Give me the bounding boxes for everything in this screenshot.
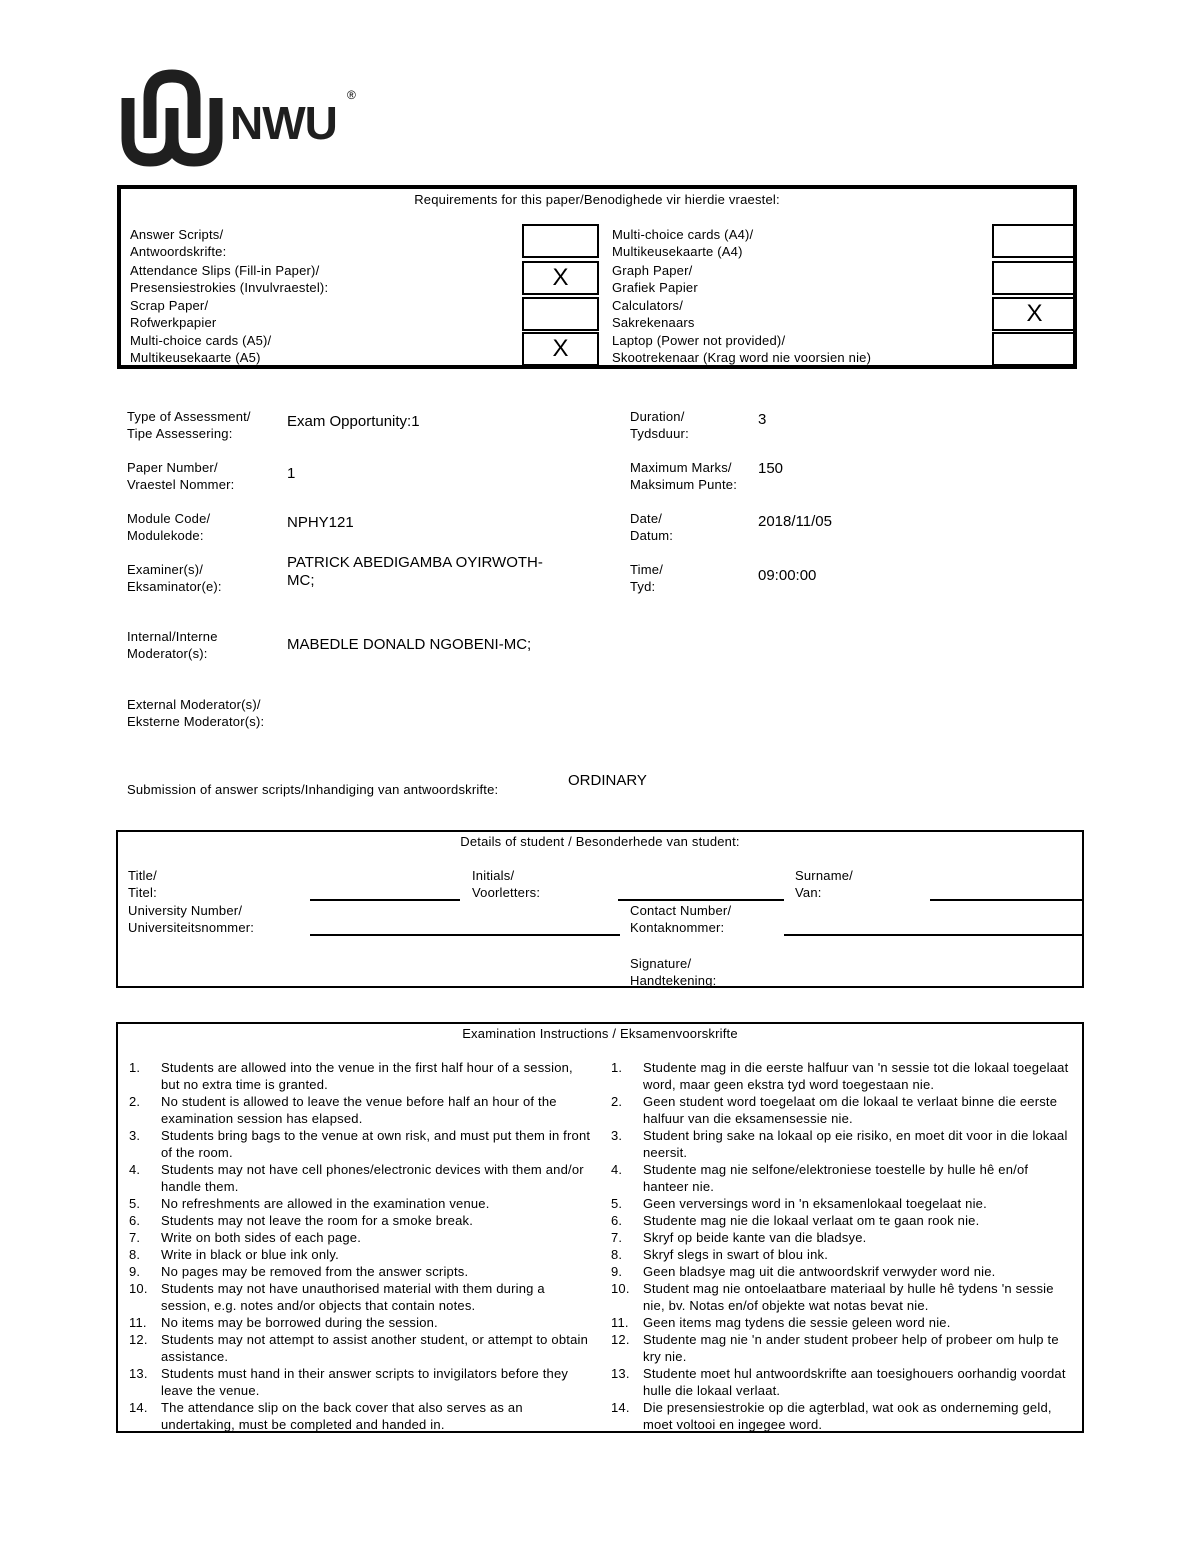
date-label: Date/ Datum: bbox=[630, 511, 674, 543]
instruction-en-item bbox=[129, 1127, 591, 1161]
req-calculators: Calculators/ Sakrekenaars bbox=[612, 298, 695, 330]
instruction-en-item bbox=[129, 1212, 591, 1229]
instruction-en-item-number: 5. bbox=[129, 1196, 141, 1211]
req-graph-paper-checkbox[interactable] bbox=[992, 261, 1077, 295]
examiners-label: Examiner(s)/ Eksaminator(e): bbox=[127, 562, 222, 594]
instruction-en-item bbox=[129, 1280, 591, 1314]
type-of-assessment-label: Type of Assessment/ Tipe Assessering: bbox=[127, 409, 251, 441]
instruction-af-item-number: 8. bbox=[611, 1247, 623, 1262]
instruction-en-item-number: 3. bbox=[129, 1128, 141, 1143]
instruction-af-item-text: Geen verversings word in 'n eksamenlokaal toegelaat nie. bbox=[643, 1196, 987, 1211]
instruction-en-item-number: 2. bbox=[129, 1094, 141, 1109]
student-surname-field[interactable] bbox=[930, 899, 1082, 901]
instruction-af-item bbox=[611, 1246, 1073, 1263]
instruction-af-item-number: 13. bbox=[611, 1366, 630, 1381]
instruction-af-item bbox=[611, 1331, 1073, 1365]
req-mc-a4-checkbox[interactable] bbox=[992, 224, 1077, 258]
instruction-af-item-number: 6. bbox=[611, 1213, 623, 1228]
instruction-af-item-number: 14. bbox=[611, 1400, 630, 1415]
instruction-af-item bbox=[611, 1059, 1073, 1093]
module-code-value: NPHY121 bbox=[287, 514, 354, 531]
instruction-en-item-number: 4. bbox=[129, 1162, 141, 1177]
req-graph-paper: Graph Paper/ Grafiek Papier bbox=[612, 263, 698, 295]
paper-number-value: 1 bbox=[287, 465, 296, 482]
instruction-en-item-text: No items may be borrowed during the session. bbox=[161, 1315, 438, 1330]
time-value: 09:00:00 bbox=[758, 567, 817, 584]
instruction-en-item-text: The attendance slip on the back cover that also serves as an undertaking, must be completed and handed in. bbox=[161, 1400, 523, 1432]
instruction-en-item-text: Write in black or blue ink only. bbox=[161, 1247, 339, 1262]
instruction-af-item bbox=[611, 1280, 1073, 1314]
instructions-afrikaans-list bbox=[611, 1059, 1073, 1433]
instruction-af-item bbox=[611, 1127, 1073, 1161]
req-answer-scripts: Answer Scripts/ Antwoordskrifte: bbox=[130, 227, 227, 259]
student-initials-label: Initials/ Voorletters: bbox=[472, 868, 541, 900]
instructions-title: Examination Instructions / Eksamenvoorskrifte bbox=[462, 1026, 738, 1041]
instruction-af-item-number: 11. bbox=[611, 1315, 629, 1330]
instruction-en-item-text: Students may not attempt to assist another student, or attempt to obtain assistance. bbox=[161, 1332, 589, 1364]
req-scrap-paper-checkbox[interactable] bbox=[522, 297, 599, 331]
instruction-af-item bbox=[611, 1365, 1073, 1399]
paper-number-label: Paper Number/ Vraestel Nommer: bbox=[127, 460, 235, 492]
instruction-en-item-text: Students bring bags to the venue at own risk, and must put them in front of the room. bbox=[161, 1128, 591, 1160]
student-details-box bbox=[116, 830, 1084, 988]
instruction-af-item bbox=[611, 1263, 1073, 1280]
instruction-en-item bbox=[129, 1059, 591, 1093]
duration-label: Duration/ Tydsduur: bbox=[630, 409, 689, 441]
instruction-en-item-number: 10. bbox=[129, 1281, 148, 1296]
internal-moderator-label: Internal/Interne Moderator(s): bbox=[127, 629, 218, 661]
req-mc-a5: Multi-choice cards (A5)/ Multikeusekaarte (A5) bbox=[130, 333, 272, 365]
instruction-af-item-text: Student bring sake na lokaal op eie risiko, en moet dit voor in die lokaal neersit. bbox=[643, 1128, 1068, 1160]
instruction-af-item bbox=[611, 1314, 1073, 1331]
contact-number-field[interactable] bbox=[784, 934, 1082, 936]
instruction-af-item bbox=[611, 1093, 1073, 1127]
instruction-af-item-text: Studente mag nie selfone/elektroniese toestelle by hulle hê en/of hanteer nie. bbox=[643, 1162, 1029, 1194]
instruction-af-item-number: 1. bbox=[611, 1060, 623, 1075]
instruction-en-item-text: Students may not have unauthorised material with them during a session, e.g. notes and/or objects that contain notes. bbox=[161, 1281, 545, 1313]
internal-moderator-value: MABEDLE DONALD NGOBENI-MC; bbox=[287, 636, 532, 653]
instruction-af-item-text: Studente mag in die eerste halfuur van 'n sessie tot die lokaal toegelaat word, maar geen ekstra tyd word toegestaan nie. bbox=[643, 1060, 1069, 1092]
instruction-en-item-number: 8. bbox=[129, 1247, 141, 1262]
instruction-af-item-text: Die presensiestrokie op die agterblad, wat ook as onderneming geld, moet voltooi en ingegee word. bbox=[643, 1400, 1052, 1432]
instruction-af-item-text: Geen student word toegelaat om die lokaal te verlaat binne die eerste halfuur van die eksamensessie nie. bbox=[643, 1094, 1058, 1126]
submission-label: Submission of answer scripts/Inhandiging van antwoordskrifte: bbox=[127, 782, 499, 797]
instruction-en-item bbox=[129, 1399, 591, 1433]
instruction-en-item bbox=[129, 1161, 591, 1195]
instruction-en-item-text: Students may not have cell phones/electronic devices with them and/or handle them. bbox=[161, 1162, 584, 1194]
instruction-af-item-number: 4. bbox=[611, 1162, 623, 1177]
university-number-label: University Number/ Universiteitsnommer: bbox=[128, 903, 255, 935]
instruction-en-item-number: 9. bbox=[129, 1264, 141, 1279]
instruction-af-item-text: Studente mag nie 'n ander student probeer help of probeer om hulp te kry nie. bbox=[643, 1332, 1059, 1364]
university-number-field[interactable] bbox=[310, 934, 620, 936]
req-mc-a4: Multi-choice cards (A4)/ Multikeusekaarte (A4) bbox=[612, 227, 754, 259]
req-calculators-checkbox[interactable]: X bbox=[992, 297, 1077, 331]
req-laptop-checkbox[interactable] bbox=[992, 332, 1077, 366]
instruction-af-item-number: 9. bbox=[611, 1264, 623, 1279]
signature-label: Signature/ Handtekening: bbox=[630, 956, 717, 988]
instruction-af-item bbox=[611, 1195, 1073, 1212]
instruction-en-item-text: No student is allowed to leave the venue before half an hour of the examination session has elapsed. bbox=[161, 1094, 557, 1126]
instruction-af-item-number: 10. bbox=[611, 1281, 630, 1296]
student-title-label: Title/ Titel: bbox=[128, 868, 157, 900]
requirements-title: Requirements for this paper/Benodighede vir hierdie vraestel: bbox=[414, 192, 780, 207]
instruction-en-item-number: 14. bbox=[129, 1400, 148, 1415]
instruction-en-item-number: 13. bbox=[129, 1366, 148, 1381]
instruction-en-item-number: 11. bbox=[129, 1315, 147, 1330]
time-label: Time/ Tyd: bbox=[630, 562, 664, 594]
instruction-af-item bbox=[611, 1229, 1073, 1246]
instruction-af-item-text: Geen bladsye mag uit die antwoordskrif verwyder word nie. bbox=[643, 1264, 996, 1279]
instruction-en-item bbox=[129, 1331, 591, 1365]
instruction-en-item-number: 6. bbox=[129, 1213, 141, 1228]
maximum-marks-label: Maximum Marks/ Maksimum Punte: bbox=[630, 460, 738, 492]
student-title-field[interactable] bbox=[310, 899, 460, 901]
instruction-en-item-text: Students are allowed into the venue in the first half hour of a session, but no extra time is granted. bbox=[161, 1060, 573, 1092]
instruction-af-item-number: 7. bbox=[611, 1230, 623, 1245]
examiners-value: PATRICK ABEDIGAMBA OYIRWOTH- MC; bbox=[287, 554, 543, 589]
instruction-af-item bbox=[611, 1212, 1073, 1229]
registered-mark: ® bbox=[347, 88, 356, 102]
instruction-en-item-number: 7. bbox=[129, 1230, 141, 1245]
instruction-af-item-text: Studente mag nie die lokaal verlaat om te gaan rook nie. bbox=[643, 1213, 980, 1228]
type-of-assessment-value: Exam Opportunity:1 bbox=[287, 413, 420, 430]
instruction-en-item bbox=[129, 1365, 591, 1399]
instruction-en-item-text: No pages may be removed from the answer scripts. bbox=[161, 1264, 469, 1279]
duration-value: 3 bbox=[758, 411, 767, 428]
req-answer-scripts-checkbox[interactable] bbox=[522, 224, 599, 258]
instruction-en-item bbox=[129, 1229, 591, 1246]
submission-value: ORDINARY bbox=[568, 772, 647, 789]
instruction-af-item-number: 12. bbox=[611, 1332, 630, 1347]
instruction-en-item-text: No refreshments are allowed in the examination venue. bbox=[161, 1196, 490, 1211]
instruction-en-item-number: 12. bbox=[129, 1332, 148, 1347]
contact-number-label: Contact Number/ Kontaknommer: bbox=[630, 903, 732, 935]
student-initials-field[interactable] bbox=[618, 899, 784, 901]
student-surname-label: Surname/ Van: bbox=[795, 868, 853, 900]
instruction-af-item bbox=[611, 1161, 1073, 1195]
instruction-en-item-number: 1. bbox=[129, 1060, 141, 1075]
req-laptop: Laptop (Power not provided)/ Skootrekenaar (Krag word nie voorsien nie) bbox=[612, 333, 872, 365]
instruction-af-item-number: 2. bbox=[611, 1094, 623, 1109]
instruction-en-item-text: Students must hand in their answer scripts to invigilators before they leave the venue. bbox=[161, 1366, 569, 1398]
req-attendance-slips-checkbox[interactable]: X bbox=[522, 261, 599, 295]
instruction-en-item bbox=[129, 1195, 591, 1212]
instruction-en-item bbox=[129, 1246, 591, 1263]
date-value: 2018/11/05 bbox=[758, 513, 832, 530]
instruction-af-item-text: Skryf slegs in swart of blou ink. bbox=[643, 1247, 829, 1262]
req-attendance-slips: Attendance Slips (Fill-in Paper)/ Presensiestrokies (Invulvraestel): bbox=[130, 263, 329, 295]
req-mc-a5-checkbox[interactable]: X bbox=[522, 332, 599, 366]
instruction-af-item-number: 5. bbox=[611, 1196, 623, 1211]
external-moderator-label: External Moderator(s)/ Eksterne Moderator(s): bbox=[127, 697, 265, 729]
instruction-en-item bbox=[129, 1314, 591, 1331]
instruction-af-item-text: Studente moet hul antwoordskrifte aan toesighouers oorhandig voordat hulle die lokaal verlaat. bbox=[643, 1366, 1066, 1398]
instruction-af-item bbox=[611, 1399, 1073, 1433]
module-code-label: Module Code/ Modulekode: bbox=[127, 511, 211, 543]
student-details-title: Details of student / Besonderhede van student: bbox=[460, 834, 740, 849]
instructions-english-list bbox=[129, 1059, 591, 1433]
instruction-en-item bbox=[129, 1093, 591, 1127]
instruction-af-item-number: 3. bbox=[611, 1128, 623, 1143]
instruction-af-item-text: Geen items mag tydens die sessie geleen word nie. bbox=[643, 1315, 951, 1330]
instruction-en-item-text: Write on both sides of each page. bbox=[161, 1230, 362, 1245]
req-scrap-paper: Scrap Paper/ Rofwerkpapier bbox=[130, 298, 217, 330]
instruction-en-item-text: Students may not leave the room for a smoke break. bbox=[161, 1213, 474, 1228]
logo-wordmark: NWU bbox=[230, 97, 337, 149]
instruction-en-item bbox=[129, 1263, 591, 1280]
instruction-af-item-text: Student mag nie ontoelaatbare materiaal by hulle hê tydens 'n sessie nie, bv. Notas en/of objekte wat notas bevat nie. bbox=[643, 1281, 1054, 1313]
maximum-marks-value: 150 bbox=[758, 460, 784, 477]
instruction-af-item-text: Skryf op beide kante van die bladsye. bbox=[643, 1230, 867, 1245]
